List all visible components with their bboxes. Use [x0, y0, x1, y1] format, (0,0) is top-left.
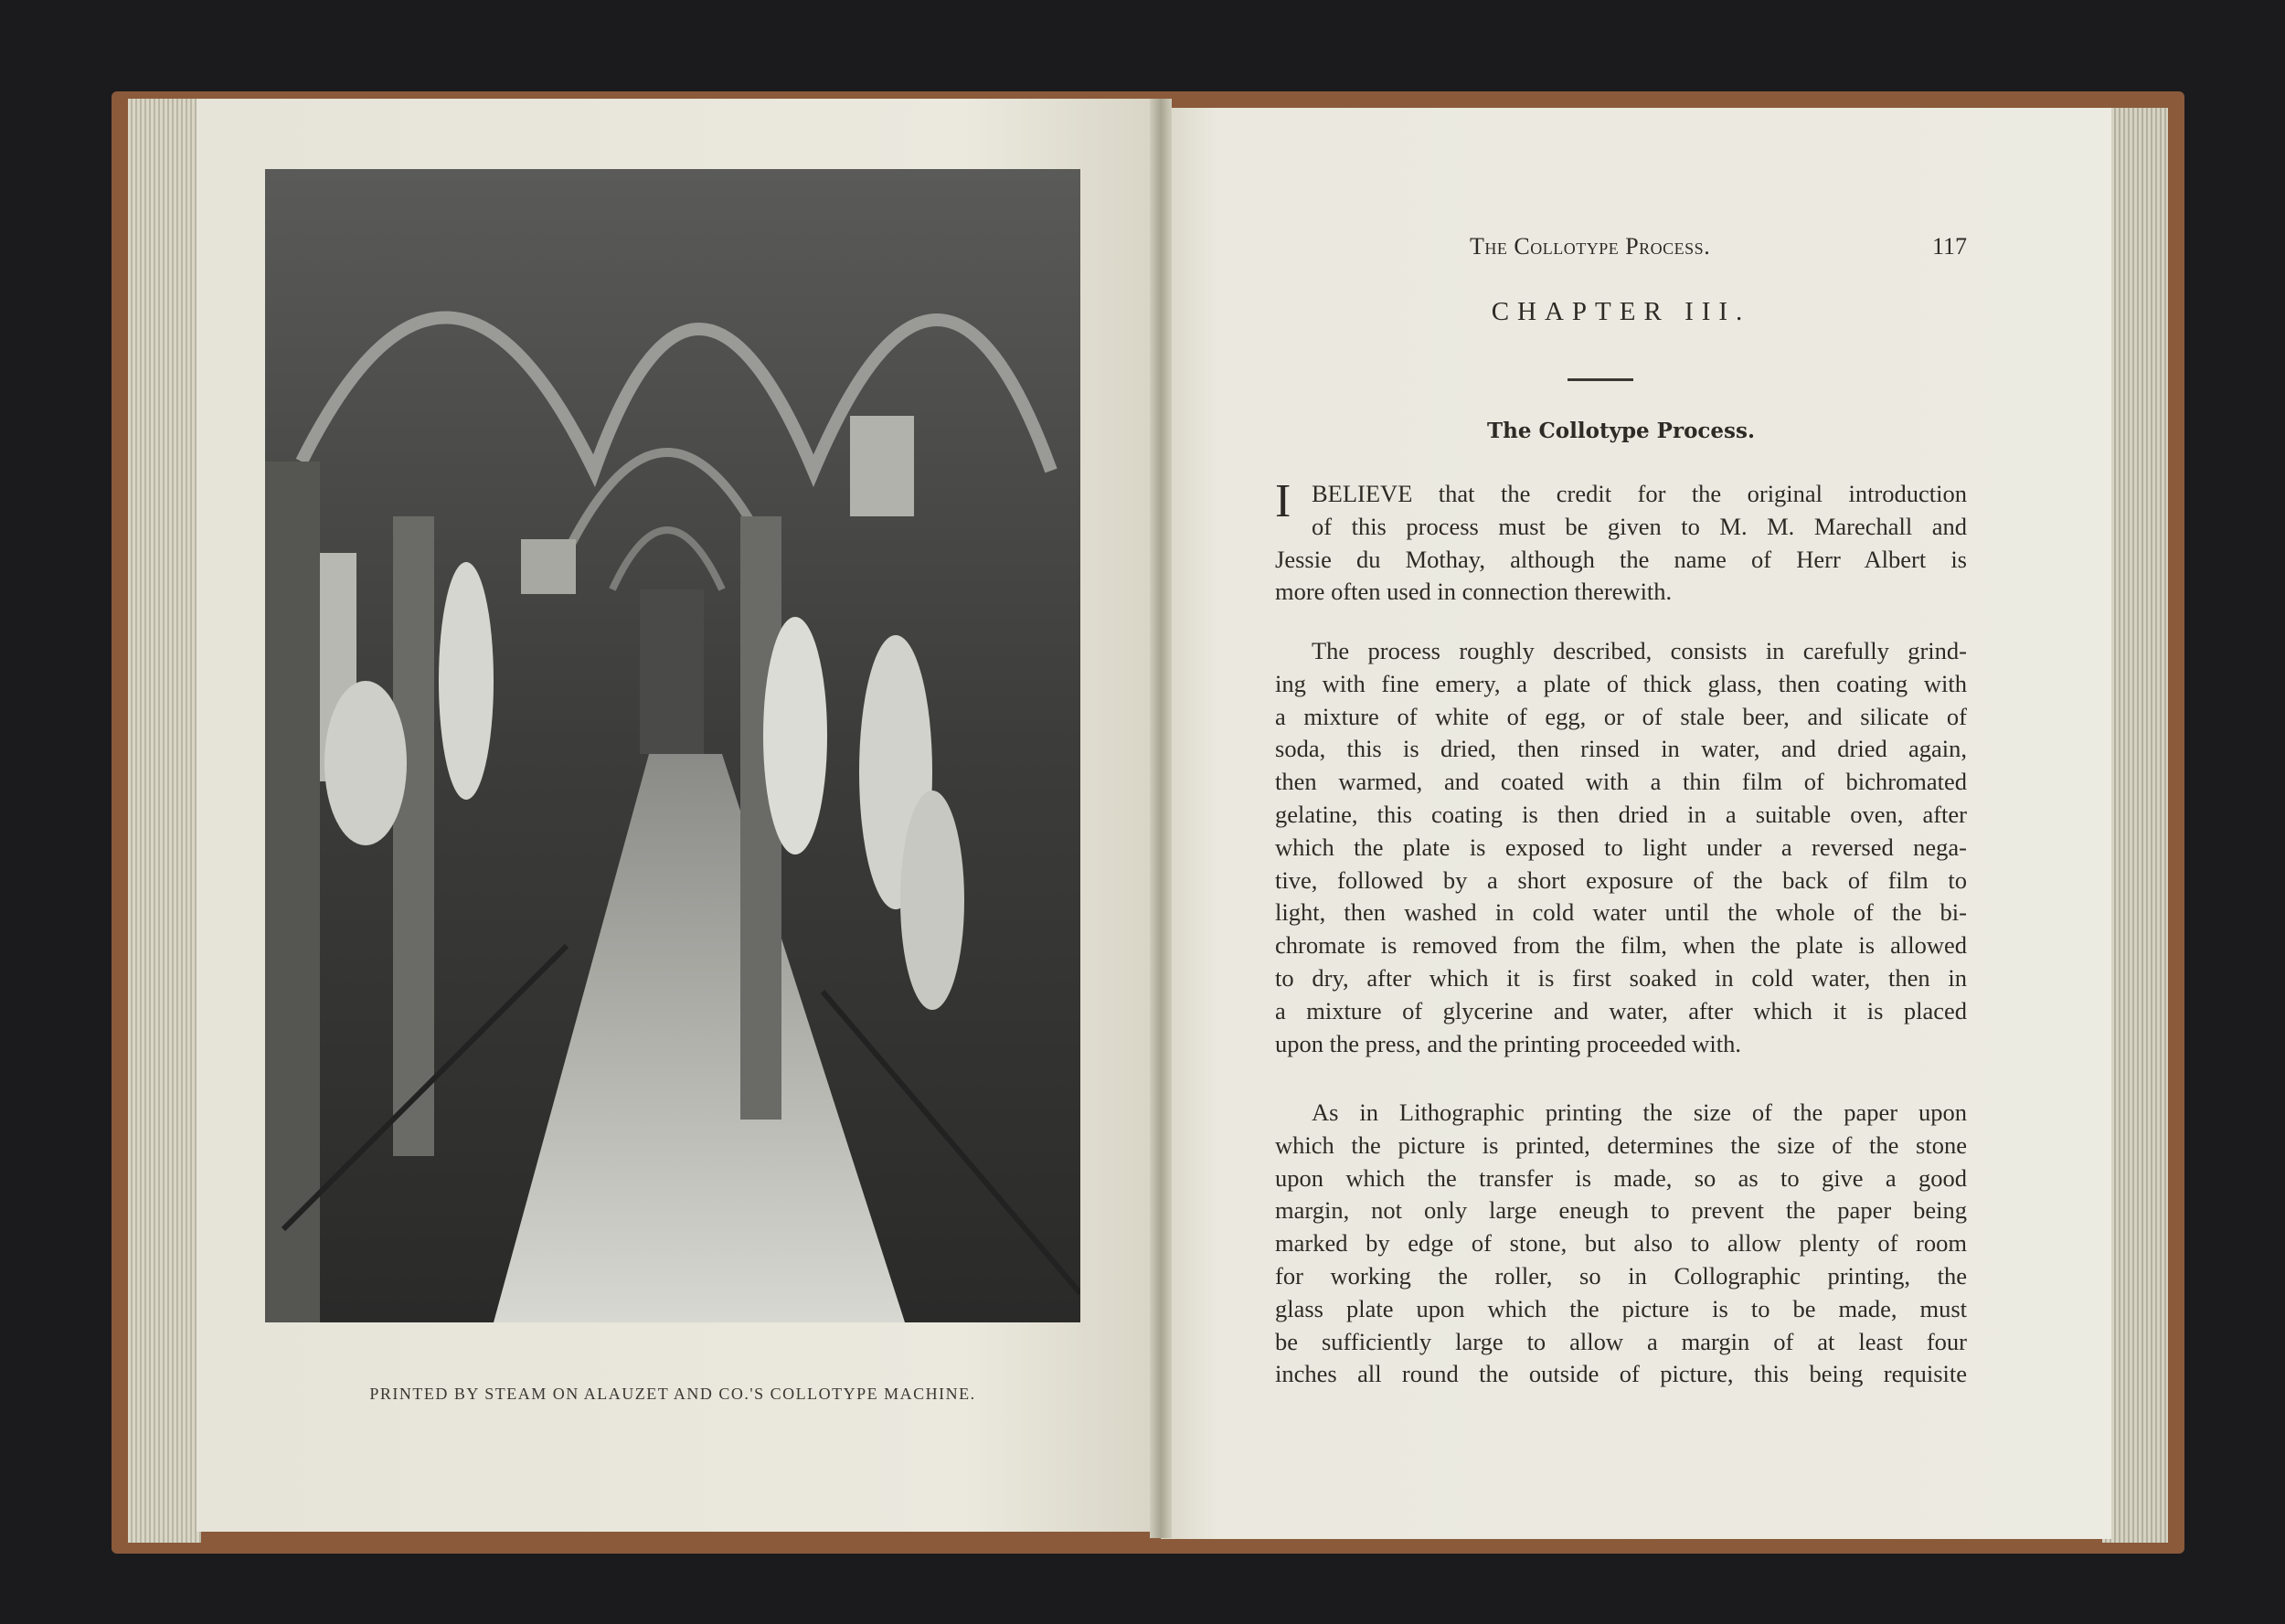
text-line: tive, followed by a short exposure of the back of film to	[1275, 865, 1967, 894]
text-line: upon which the transfer is made, so as to give a good	[1275, 1163, 1967, 1192]
text-line: of this process must be given to M. M. Marechall and	[1312, 512, 1967, 540]
text-line: chromate is removed from the film, when the plate is allowed	[1275, 931, 1967, 960]
page-edges-left	[128, 99, 201, 1543]
collotype-plate-photo	[265, 169, 1080, 1322]
text-line: soda, this is dried, then rinsed in water, and dried again,	[1275, 735, 1967, 763]
text-line: BELIEVE that the credit for the original introduction	[1312, 480, 1967, 507]
text-line: margin, not only large eneugh to prevent the paper being	[1275, 1196, 1967, 1225]
drop-cap: I	[1275, 475, 1291, 527]
text-line: to dry, after which it is first soaked in cold water, then in	[1275, 963, 1967, 992]
text-line: which the picture is printed, determines the size of the stone	[1275, 1130, 1967, 1159]
section-title: The Collotype Process.	[1487, 419, 1755, 443]
text-line: gelatine, this coating is then dried in a suitable oven, after	[1275, 800, 1967, 828]
text-line: upon the press, and the printing proceeded with.	[1275, 1029, 1741, 1057]
page-number: 117	[1931, 233, 1967, 260]
text-line: then warmed, and coated with a thin film of bichromated	[1275, 768, 1967, 796]
running-head-title: The Collotype Process.	[1470, 233, 1711, 260]
text-line: which the plate is exposed to light under a reversed nega-	[1275, 833, 1967, 861]
text-line: for working the roller, so in Collographic printing, the	[1275, 1261, 1967, 1290]
book-gutter	[1150, 99, 1172, 1538]
paragraph-2	[1275, 635, 1967, 1060]
chapter-heading: CHAPTER III.	[1491, 297, 1751, 326]
text-line: ing with fine emery, a plate of thick glass, then coating with	[1275, 669, 1967, 697]
section-rule	[1568, 378, 1633, 381]
text-line: more often used in connection therewith.	[1275, 578, 1673, 606]
text-line: inches all round the outside of picture, this being requisite	[1275, 1360, 1967, 1388]
page-edges-right	[2102, 108, 2168, 1543]
gothic-gallery-illustration	[265, 169, 1080, 1322]
text-line: a mixture of white of egg, or of stale beer, and silicate of	[1275, 702, 1967, 730]
text-line: As in Lithographic printing the size of the paper upon	[1312, 1099, 1967, 1126]
text-line: marked by edge of stone, but also to allow plenty of room	[1275, 1229, 1967, 1258]
text-line: be sufficiently large to allow a margin of at least four	[1275, 1327, 1967, 1355]
paragraph-3	[1275, 1097, 1967, 1391]
text-line: Jessie du Mothay, although the name of Herr Albert is	[1275, 545, 1967, 573]
paragraph-1	[1275, 475, 1967, 609]
text-line: a mixture of glycerine and water, after which it is placed	[1275, 996, 1967, 1024]
plate-caption: PRINTED BY STEAM ON ALAUZET AND CO.'S COLLOTYPE MACHINE.	[369, 1385, 976, 1403]
text-line: glass plate upon which the picture is to be made, must	[1275, 1294, 1967, 1322]
text-line: The process roughly described, consists in carefully grind-	[1312, 637, 1967, 664]
text-line: light, then washed in cold water until the whole of the bi-	[1275, 898, 1967, 927]
